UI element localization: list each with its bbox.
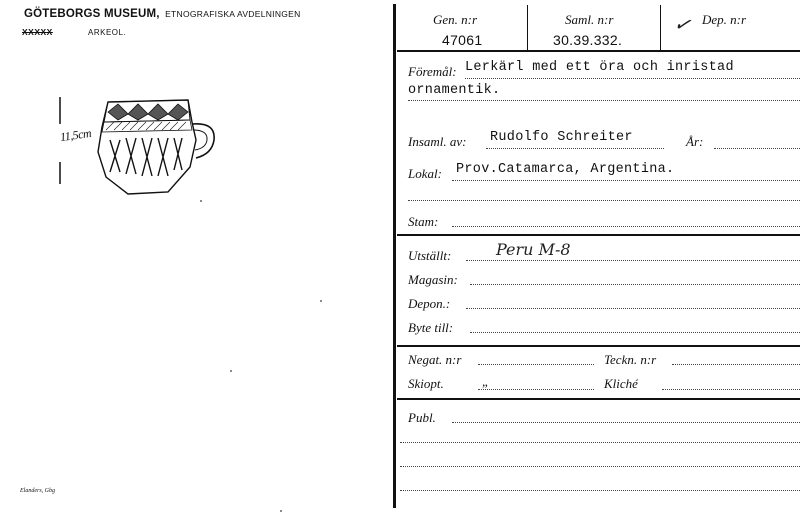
- dotted-rule: [400, 466, 800, 467]
- dotted-rule: [662, 389, 800, 390]
- museum-name: GÖTEBORGS MUSEUM,: [24, 8, 160, 20]
- header-divider: [397, 50, 800, 52]
- locality-value: Prov.Catamarca, Argentina.: [456, 162, 675, 177]
- saml-number-label: Saml. n:r: [565, 12, 614, 27]
- speck: [280, 510, 282, 512]
- dotted-rule: [672, 364, 800, 365]
- archaeology-label: ARKEOL.: [88, 28, 127, 37]
- slide-value: „: [482, 374, 490, 389]
- check-mark-icon: ✓: [671, 10, 694, 38]
- saml-number-value: 30.39.332.: [553, 32, 623, 48]
- dep-number-label: Dep. n:r: [702, 12, 747, 27]
- slide-label: Skiopt.: [408, 376, 444, 391]
- dotted-rule: [470, 284, 800, 285]
- deposit-label: Depon.:: [408, 296, 451, 311]
- cliche-label: Kliché: [604, 376, 638, 391]
- dotted-rule: [452, 422, 800, 423]
- dotted-rule: [408, 100, 800, 101]
- dotted-rule: [470, 332, 800, 333]
- dotted-rule: [486, 148, 664, 149]
- locality-label: Lokal:: [408, 166, 442, 181]
- exhibited-label: Utställt:: [408, 248, 452, 263]
- struck-department-code: XXXXX: [22, 27, 53, 37]
- column-divider: [527, 5, 528, 50]
- dotted-rule: [452, 226, 800, 227]
- speck: [200, 200, 202, 202]
- speck: [320, 300, 322, 302]
- object-label: Föremål:: [408, 64, 457, 79]
- drawing-number-label: Teckn. n:r: [604, 352, 657, 367]
- year-label: År:: [686, 134, 704, 149]
- object-description-line1: Lerkärl med ett öra och inristad: [465, 60, 734, 75]
- museum-title: [24, 8, 301, 20]
- height-measurement: 11,5cm: [59, 125, 92, 145]
- speck: [230, 370, 232, 372]
- dotted-rule: [400, 490, 800, 491]
- collected-by-label: Insaml. av:: [408, 134, 467, 149]
- object-description-line2: ornamentik.: [408, 83, 501, 98]
- dotted-rule: [465, 78, 800, 79]
- dotted-rule: [466, 260, 800, 261]
- negative-number-label: Negat. n:r: [408, 352, 462, 367]
- dotted-rule: [452, 180, 800, 181]
- dotted-rule: [478, 364, 594, 365]
- department-name: ETNOGRAFISKA AVDELNINGEN: [165, 9, 301, 19]
- column-divider: [660, 5, 661, 50]
- dotted-rule: [714, 148, 800, 149]
- dotted-rule: [466, 308, 800, 309]
- section-divider: [397, 398, 800, 400]
- pottery-vessel-sketch-icon: [50, 92, 225, 202]
- section-divider: [397, 345, 800, 347]
- dotted-rule: [400, 442, 800, 443]
- dotted-rule: [408, 200, 800, 201]
- storage-label: Magasin:: [408, 272, 458, 287]
- tribe-label: Stam:: [408, 214, 439, 229]
- publication-label: Publ.: [408, 410, 436, 425]
- collected-by-value: Rudolfo Schreiter: [490, 130, 633, 145]
- section-divider: [397, 234, 800, 236]
- gen-number-value: 47061: [442, 32, 483, 48]
- printer-credit: Elanders, Gbg: [20, 488, 55, 494]
- gen-number-label: Gen. n:r: [433, 12, 478, 27]
- exchange-label: Byte till:: [408, 320, 454, 335]
- exhibited-value: Peru M-8: [496, 240, 571, 259]
- dotted-rule: [478, 389, 594, 390]
- card-left-border: [393, 4, 396, 508]
